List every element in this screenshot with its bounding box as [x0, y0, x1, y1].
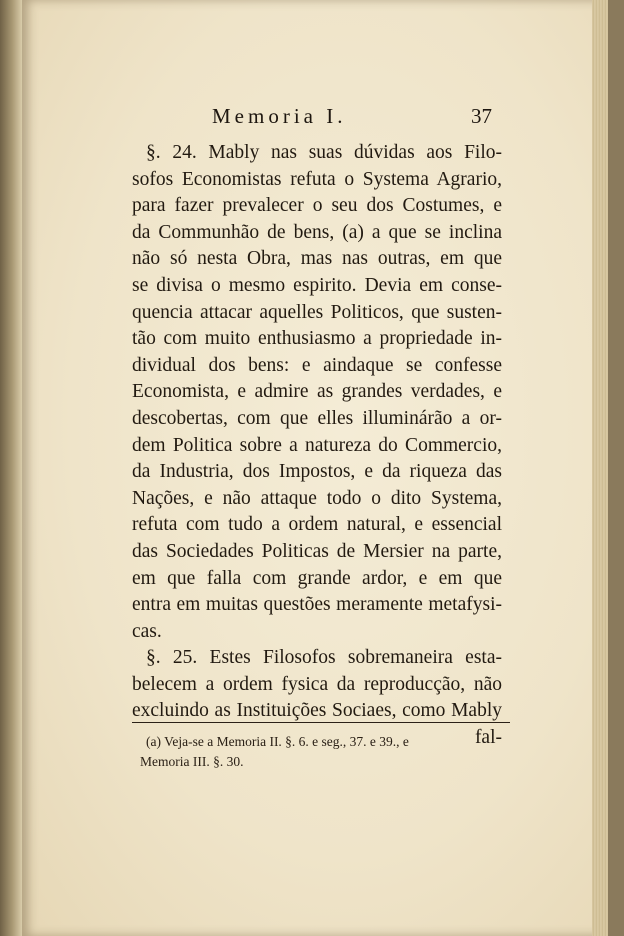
- page-number: 37: [471, 104, 492, 128]
- text-line: excluindo as Instituições Sociaes, como Mably: [132, 700, 502, 722]
- page-header: [200, 104, 520, 134]
- text-line: refuta com tudo a ordem natural, e essencial: [132, 514, 502, 536]
- text-line: das Sociedades Politicas de Mersier na parte,: [132, 540, 502, 562]
- running-head: Memoria I.: [212, 104, 347, 128]
- main-text: [132, 140, 502, 752]
- text-line: não só nesta Obra, mas nas outras, em que: [132, 248, 502, 270]
- book-spine: [0, 0, 22, 936]
- text-line: entra em muitas questões meramente metafysi-: [132, 594, 502, 616]
- text-line: §. 24. Mably nas suas dúvidas aos Filo-: [146, 142, 502, 163]
- catchword: fal-: [474, 727, 502, 749]
- text-line: tão com muito enthusiasmo a propriedade in-: [132, 328, 502, 350]
- footnotes: [140, 732, 510, 772]
- text-line: dem Politica sobre a natureza do Commercio,: [132, 434, 502, 456]
- text-line: sofos Economistas refuta o Systema Agrario,: [132, 168, 502, 190]
- text-line: da Communhão de bens, (a) a que se inclina: [132, 221, 502, 243]
- text-line: em que falla com grande ardor, e em que: [132, 567, 502, 589]
- text-line: cas.: [132, 620, 162, 642]
- text-line: Economista, e admire as grandes verdades, e: [132, 381, 502, 403]
- text-line: da Industria, dos Impostos, e da riqueza das: [132, 461, 502, 483]
- footnote-line: Memoria III. §. 30.: [140, 754, 244, 769]
- text-line: Nações, e não attaque todo o dito Systema,: [132, 487, 502, 509]
- footnote-rule: [132, 722, 510, 723]
- text-line: quencia attacar aquelles Politicos, que susten-: [132, 301, 502, 323]
- text-line: belecem a ordem fysica da reproducção, não: [132, 673, 502, 695]
- text-line: dividual dos bens: e aindaque se confesse: [132, 354, 502, 376]
- text-line: se divisa o mesmo espirito. Devia em conse-: [132, 274, 502, 296]
- text-line: §. 25. Estes Filosofos sobremaneira esta-: [146, 647, 502, 669]
- text-line: para fazer prevalecer o seu dos Costumes, e: [132, 195, 502, 217]
- footnote-line: (a) Veja-se a Memoria II. §. 6. e seg., 37. e 39., e: [146, 734, 409, 749]
- text-line: descobertas, com que elles illuminárão a or-: [132, 407, 502, 429]
- page-edge: [592, 0, 608, 936]
